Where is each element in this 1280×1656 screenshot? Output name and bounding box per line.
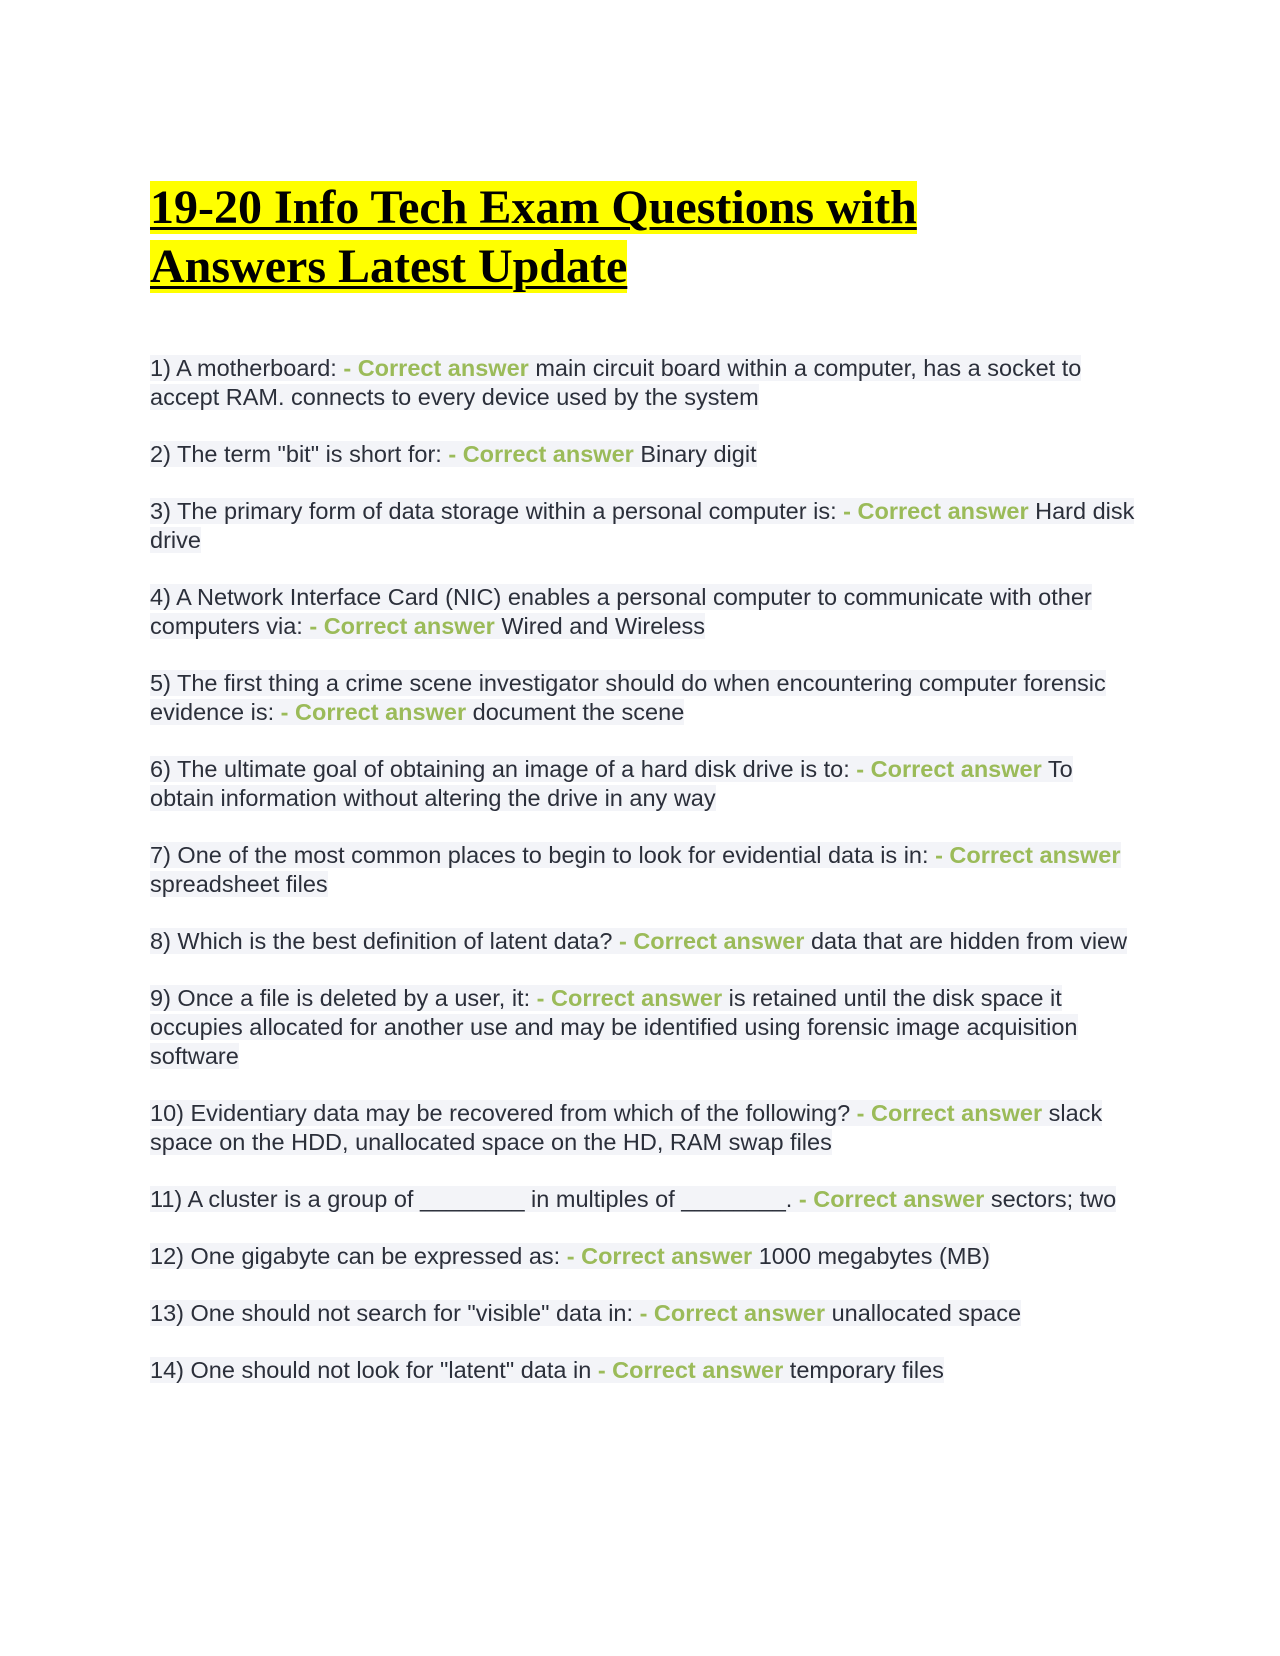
question-block bbox=[150, 756, 1073, 811]
question-block bbox=[150, 1186, 1116, 1212]
question-text: 4) A Network Interface Card (NIC) enables a personal computer to communicate with other computers via: bbox=[150, 584, 1092, 639]
correct-answer-marker: - Correct answer bbox=[566, 1243, 753, 1269]
correct-answer-marker: - Correct answer bbox=[618, 928, 805, 954]
question-item bbox=[150, 1299, 1135, 1328]
question-block bbox=[150, 928, 1127, 954]
question-block bbox=[150, 1300, 1021, 1326]
question-item bbox=[150, 1185, 1135, 1214]
question-item bbox=[150, 354, 1135, 412]
question-item bbox=[150, 984, 1135, 1071]
answer-text: slack space on the HDD, unallocated space on the HD, RAM swap files bbox=[150, 1100, 1103, 1155]
question-text: 11) A cluster is a group of ________ in multiples of ________. bbox=[150, 1186, 793, 1212]
question-item bbox=[150, 440, 1135, 469]
answer-text: is retained until the disk space it occupies allocated for another use and may be identified using forensic image acquisition software bbox=[150, 985, 1078, 1069]
answer-text: spreadsheet files bbox=[150, 871, 328, 897]
correct-answer-marker: - Correct answer bbox=[597, 1357, 784, 1383]
question-text: 14) One should not look for "latent" data in bbox=[150, 1357, 592, 1383]
answer-text: Wired and Wireless bbox=[501, 613, 706, 639]
question-block bbox=[150, 842, 1121, 897]
question-block bbox=[150, 355, 1081, 410]
question-block bbox=[150, 1243, 990, 1269]
answer-text: unallocated space bbox=[831, 1300, 1022, 1326]
question-text: 12) One gigabyte can be expressed as: bbox=[150, 1243, 561, 1269]
correct-answer-marker: - Correct answer bbox=[639, 1300, 826, 1326]
question-text: 8) Which is the best definition of latent data? bbox=[150, 928, 613, 954]
question-item bbox=[150, 841, 1135, 899]
question-block bbox=[150, 441, 757, 467]
title-line-2: Answers Latest Update bbox=[150, 240, 628, 293]
correct-answer-marker: - Correct answer bbox=[343, 355, 529, 381]
question-item bbox=[150, 497, 1135, 555]
correct-answer-marker: - Correct answer bbox=[448, 441, 634, 467]
correct-answer-marker: - Correct answer bbox=[856, 756, 1042, 782]
question-block bbox=[150, 985, 1078, 1069]
correct-answer-marker: - Correct answer bbox=[536, 985, 723, 1011]
correct-answer-marker: - Correct answer bbox=[280, 699, 467, 725]
question-block bbox=[150, 1100, 1102, 1155]
answer-text: 1000 megabytes (MB) bbox=[758, 1243, 990, 1269]
question-text: 1) A motherboard: bbox=[150, 355, 337, 381]
title-line-1: 19-20 Info Tech Exam Questions with bbox=[150, 181, 917, 234]
question-text: 13) One should not search for "visible" data in: bbox=[150, 1300, 634, 1326]
question-item bbox=[150, 583, 1135, 641]
question-text: 7) One of the most common places to begin to look for evidential data is in: bbox=[150, 842, 929, 868]
correct-answer-marker: - Correct answer bbox=[309, 613, 495, 639]
question-list bbox=[150, 354, 1135, 1385]
answer-text: Binary digit bbox=[640, 441, 757, 467]
question-item bbox=[150, 1099, 1135, 1157]
correct-answer-marker: - Correct answer bbox=[935, 842, 1121, 868]
question-block bbox=[150, 1357, 944, 1383]
answer-text: sectors; two bbox=[990, 1186, 1117, 1212]
question-block bbox=[150, 584, 1092, 639]
answer-text: Hard disk drive bbox=[150, 498, 1135, 553]
question-item bbox=[150, 1242, 1135, 1271]
question-item bbox=[150, 755, 1135, 813]
question-text: 2) The term "bit" is short for: bbox=[150, 441, 442, 467]
question-item bbox=[150, 927, 1135, 956]
answer-text: data that are hidden from view bbox=[810, 928, 1128, 954]
question-item bbox=[150, 669, 1135, 727]
correct-answer-marker: - Correct answer bbox=[843, 498, 1029, 524]
answer-text: To obtain information without altering the drive in any way bbox=[150, 756, 1073, 811]
question-text: 3) The primary form of data storage within a personal computer is: bbox=[150, 498, 837, 524]
correct-answer-marker: - Correct answer bbox=[856, 1100, 1043, 1126]
document-page bbox=[150, 178, 1135, 1413]
question-text: 9) Once a file is deleted by a user, it: bbox=[150, 985, 531, 1011]
answer-text: document the scene bbox=[472, 699, 685, 725]
correct-answer-marker: - Correct answer bbox=[798, 1186, 985, 1212]
question-text: 5) The first thing a crime scene investigator should do when encountering computer forensic evidence is: bbox=[150, 670, 1106, 725]
question-block bbox=[150, 498, 1134, 553]
question-block bbox=[150, 670, 1106, 725]
answer-text: main circuit board within a computer, has a socket to accept RAM. connects to every device used by the system bbox=[150, 355, 1082, 410]
question-text: 6) The ultimate goal of obtaining an image of a hard disk drive is to: bbox=[150, 756, 850, 782]
answer-text: temporary files bbox=[789, 1357, 944, 1383]
document-title bbox=[150, 178, 1135, 296]
question-text: 10) Evidentiary data may be recovered from which of the following? bbox=[150, 1100, 851, 1126]
question-item bbox=[150, 1356, 1135, 1385]
